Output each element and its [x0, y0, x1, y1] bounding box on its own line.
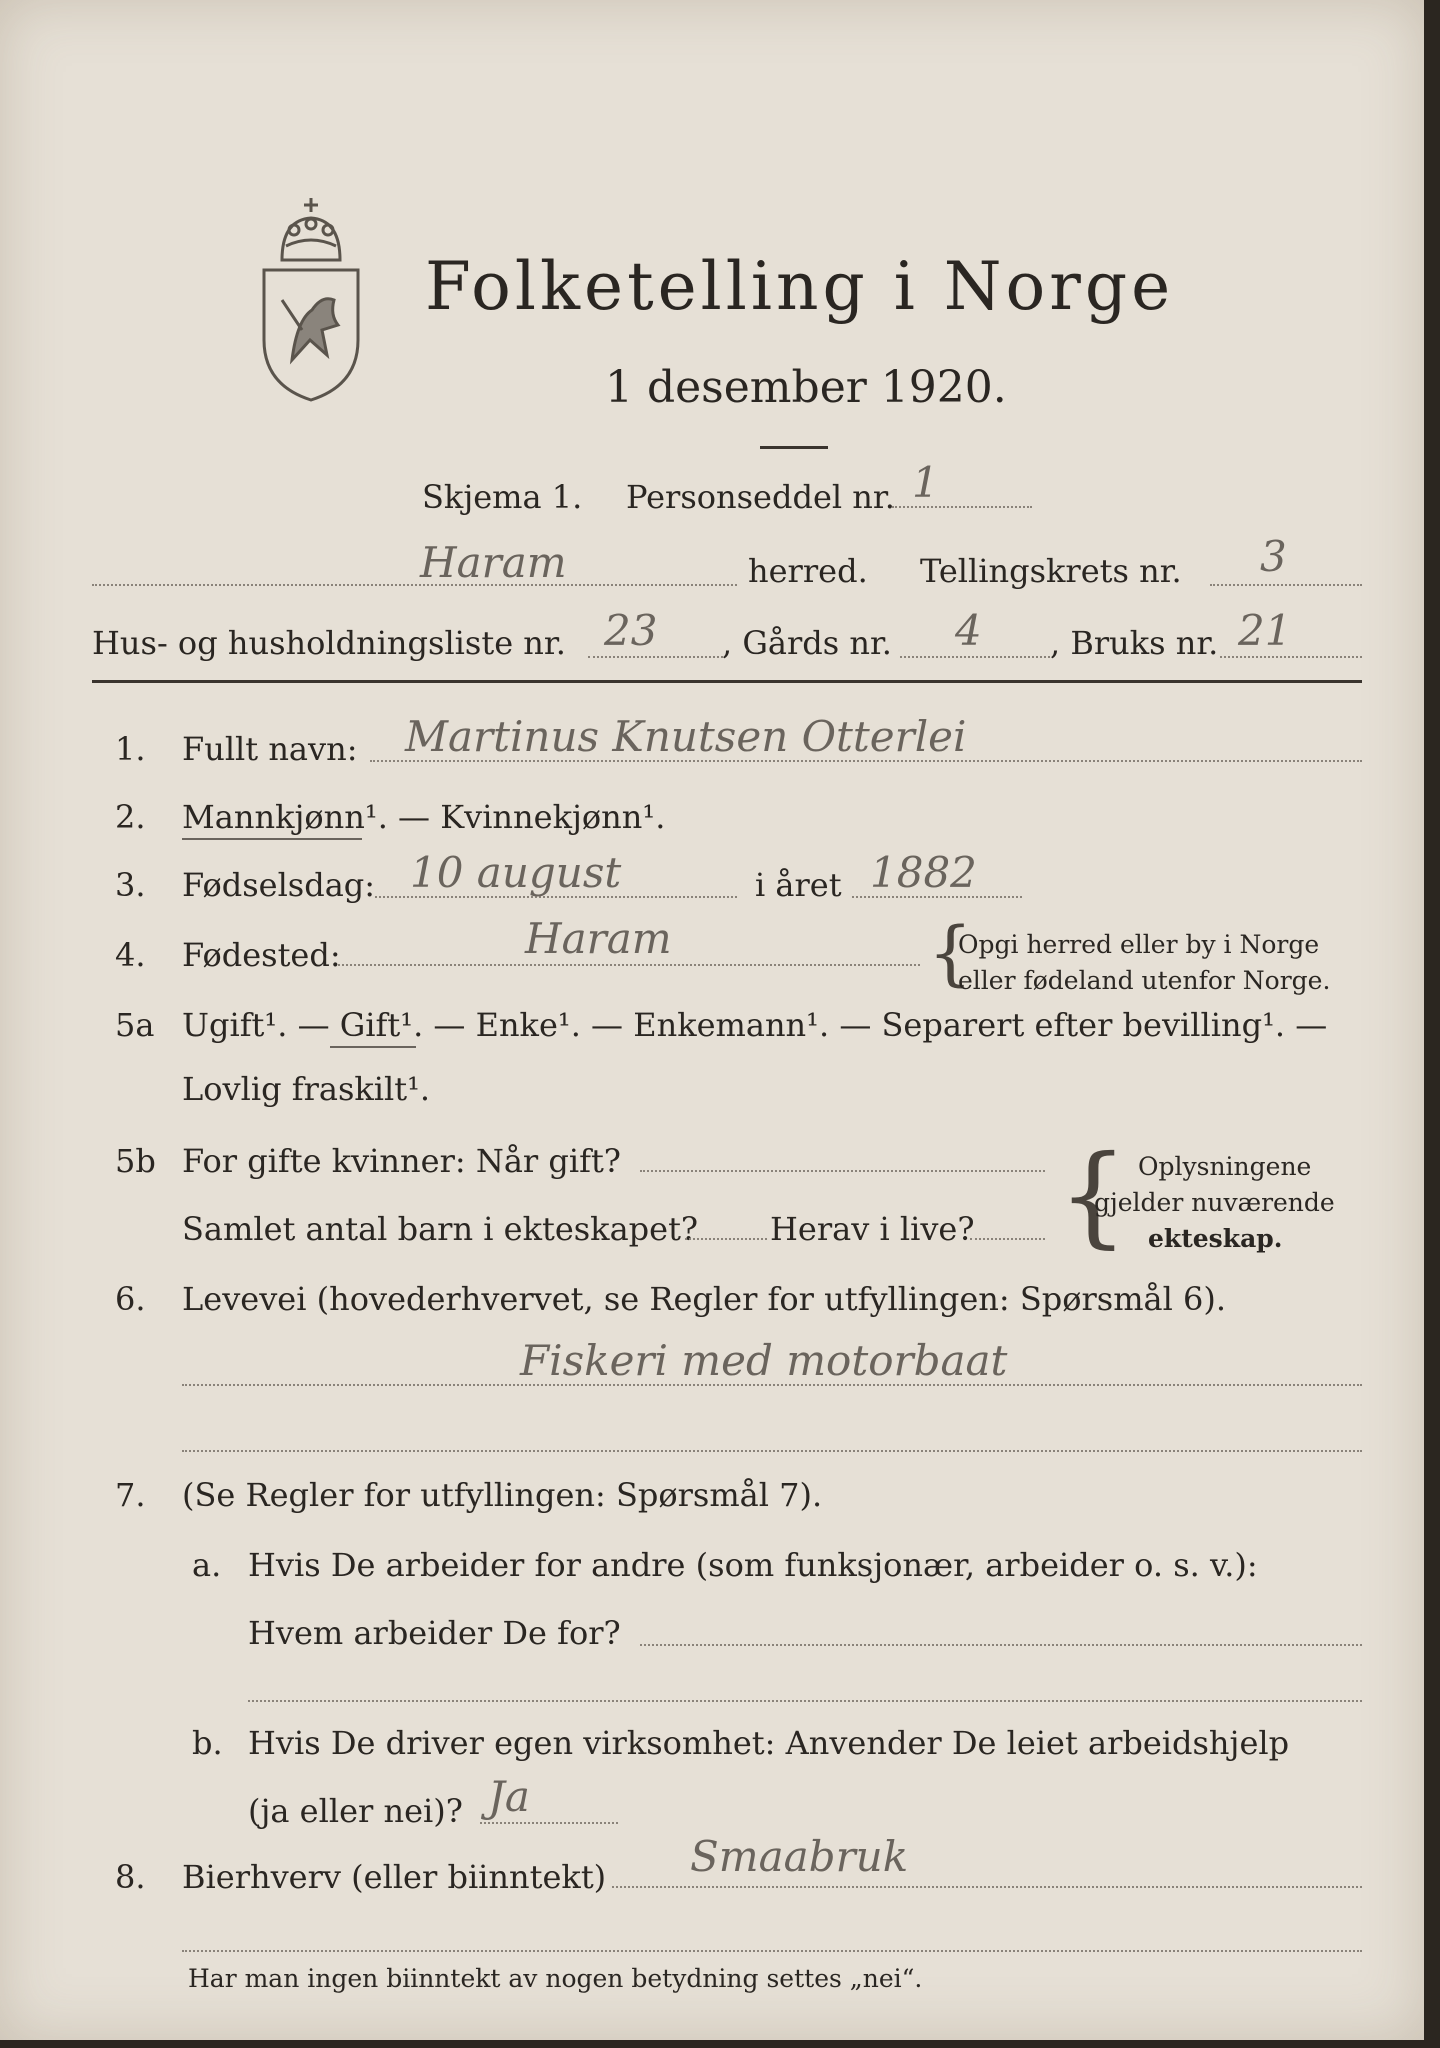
q7a-line-extra	[248, 1700, 1362, 1702]
q4-number: 4.	[115, 936, 146, 974]
q5b-children-label: Samlet antal barn i ekteskapet?	[182, 1210, 699, 1248]
q7a-line-2: Hvem arbeider De for?	[248, 1614, 621, 1652]
q7b-line	[480, 1822, 618, 1824]
bruks-label: , Bruks nr.	[1050, 624, 1219, 662]
title-divider	[760, 446, 828, 449]
q5a-number: 5a	[115, 1006, 155, 1044]
q7a-number: a.	[192, 1546, 222, 1584]
tellingskrets-value: 3	[1260, 532, 1287, 581]
q2-underline	[182, 838, 362, 840]
q7-label: (Se Regler for utfyllingen: Spørsmål 7).	[182, 1476, 823, 1514]
form-title: Folketelling i Norge	[425, 248, 1175, 325]
q6-label: Levevei (hovederhvervet, se Regler for utfyllingen: Spørsmål 6).	[182, 1280, 1227, 1318]
q4-note-1: Opgi herred eller by i Norge	[958, 930, 1320, 959]
q5b-brace: {	[1058, 1131, 1128, 1259]
q7a-line	[640, 1644, 1362, 1646]
q5b-note-2: gjelder nuværende	[1094, 1188, 1335, 1217]
personseddel-value: 1	[912, 458, 939, 507]
q7b-line-1: Hvis De driver egen virksomhet: Anvender De leiet arbeidshjelp	[248, 1724, 1290, 1762]
q5b-note-1: Oplysningene	[1138, 1152, 1312, 1181]
herred-label: herred.	[748, 552, 868, 590]
q5b-alive-label: Herav i live?	[770, 1210, 975, 1248]
q4-note-2: eller fødeland utenfor Norge.	[958, 966, 1331, 995]
q1-label: Fullt navn:	[182, 730, 358, 768]
q3-label: Fødselsdag:	[182, 866, 376, 904]
q3-number: 3.	[115, 866, 146, 904]
q8-line-2	[182, 1950, 1362, 1952]
gards-label: , Gårds nr.	[722, 624, 892, 662]
gards-line	[900, 656, 1050, 658]
q7-number: 7.	[115, 1476, 146, 1514]
q3-year-value: 1882	[870, 848, 977, 897]
footer-note: Har man ingen biinntekt av nogen betydning settes „nei“.	[188, 1964, 923, 1993]
coat-of-arms-icon	[252, 190, 370, 405]
q7a-line-1: Hvis De arbeider for andre (som funksjonær, arbeider o. s. v.):	[248, 1546, 1258, 1584]
q7b-number: b.	[192, 1724, 223, 1762]
q4-brace: {	[928, 912, 973, 994]
gards-value: 4	[955, 606, 982, 655]
q6-number: 6.	[115, 1280, 146, 1318]
herred-value: Haram	[420, 538, 567, 587]
personseddel-label: Personseddel nr.	[626, 478, 895, 516]
hus-value: 23	[604, 606, 658, 655]
q8-value: Smaabruk	[690, 1832, 909, 1881]
q5b-children-line	[685, 1238, 767, 1240]
q5b-line-1: For gifte kvinner: Når gift?	[182, 1142, 621, 1180]
q3-day-value: 10 august	[410, 848, 622, 897]
hus-line	[588, 656, 723, 658]
q2-number: 2.	[115, 798, 146, 836]
q7b-value: Ja	[488, 1772, 530, 1821]
tellingskrets-label: Tellingskrets nr.	[920, 552, 1182, 590]
hus-label: Hus- og husholdningsliste nr.	[92, 624, 566, 662]
q8-number: 8.	[115, 1858, 146, 1896]
skjema-label: Skjema 1.	[422, 478, 583, 516]
tellingskrets-line	[1210, 584, 1362, 586]
q3-year-label: i året	[755, 866, 842, 904]
q7b-line-2: (ja eller nei)?	[248, 1792, 463, 1830]
q4-value: Haram	[525, 914, 672, 963]
bruks-value: 21	[1238, 606, 1292, 655]
q4-line	[338, 964, 920, 966]
q4-label: Fødested:	[182, 936, 341, 974]
q5b-number: 5b	[115, 1142, 156, 1180]
q1-number: 1.	[115, 730, 146, 768]
q5a-underline	[330, 1046, 416, 1048]
q6-value: Fiskeri med motorbaat	[520, 1336, 1008, 1385]
q6-line-2	[182, 1450, 1362, 1452]
header-rule	[92, 680, 1362, 683]
q8-line	[612, 1886, 1362, 1888]
q5b-when-line	[640, 1170, 1045, 1172]
q1-value: Martinus Knutsen Otterlei	[405, 712, 967, 761]
q2-label: Mannkjønn¹. — Kvinnekjønn¹.	[182, 798, 666, 836]
herred-line	[92, 584, 737, 586]
q5b-note-3: ekteskap.	[1148, 1224, 1283, 1253]
q5a-line-2: Lovlig fraskilt¹.	[182, 1070, 431, 1108]
q5b-alive-line	[970, 1238, 1045, 1240]
q8-label: Bierhverv (eller biinntekt)	[182, 1858, 607, 1896]
q5a-line-1: Ugift¹. — Gift¹. — Enke¹. — Enkemann¹. — Separert efter bevilling¹. —	[182, 1006, 1328, 1044]
form-date: 1 desember 1920.	[605, 362, 1007, 413]
bruks-line	[1220, 656, 1362, 658]
